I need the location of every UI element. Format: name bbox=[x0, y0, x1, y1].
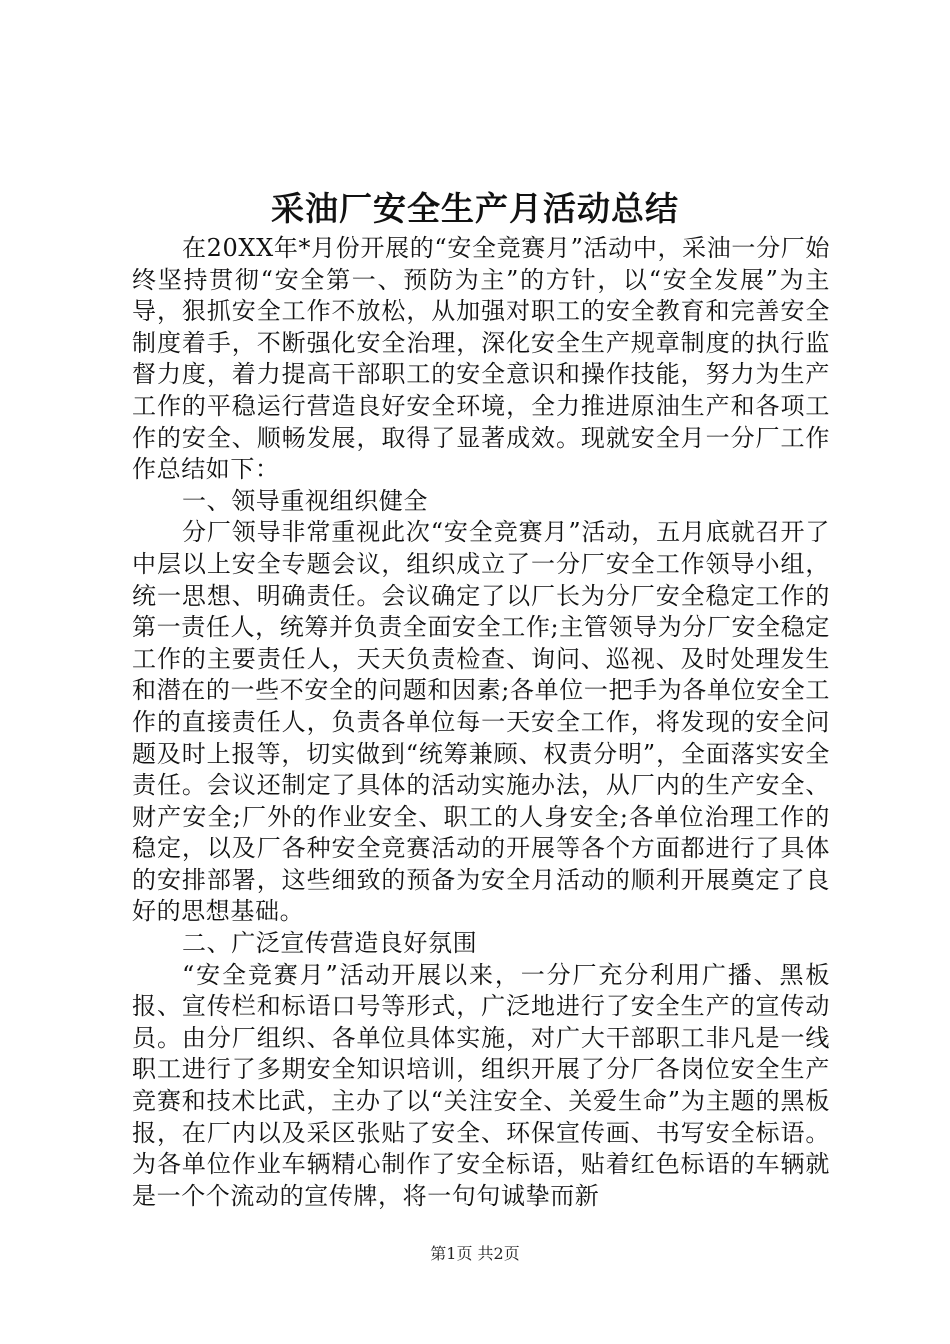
document-title: 采油厂安全生产月活动总结 bbox=[271, 189, 679, 228]
section-2-paragraph: “安全竞赛月”活动开展以来，一分厂充分利用广播、黑板报、宣传栏和标语口号等形式，广泛地进行了安全生产的宣传动员。由分厂组织、各单位具体实施，对广大干部职工非凡是一线职工进行了多期安全知识培训，组织开展了分厂各岗位安全生产竞赛和技术比武，主办了以“关注安全、关爱生命”为主题的黑板报，在厂内以及采区张贴了安全、环保宣传画、书写安全标语。为各单位作业车辆精心制作了安全标语，贴着红色标语的车辆就是一个个流动的宣传牌，将一句句诚挚而新 bbox=[132, 960, 830, 1210]
section-heading-1: 一、领导重视组织健全 bbox=[182, 486, 428, 515]
page-number-footer: 第1页 共2页 bbox=[430, 1244, 520, 1263]
section-heading-2: 二、广泛宣传营造良好氛围 bbox=[182, 929, 478, 958]
document-body bbox=[132, 233, 830, 1212]
intro-paragraph: 在20XX年*月份开展的“安全竞赛月”活动中，采油一分厂始终坚持贯彻“安全第一、预防为主”的方针，以“安全发展”为主导，狠抓安全工作不放松，从加强对职工的安全教育和完善安全制度着手，不断强化安全治理，深化安全生产规章制度的执行监督力度，着力提高干部职工的安全意识和操作技能，努力为生产工作的平稳运行营造良好安全环境，全力推进原油生产和各项工作的安全、顺畅发展，取得了显著成效。现就安全月一分厂工作作总结如下： bbox=[132, 234, 830, 484]
section-1-paragraph: 分厂领导非常重视此次“安全竞赛月”活动，五月底就召开了中层以上安全专题会议，组织成立了一分厂安全工作领导小组，统一思想、明确责任。会议确定了以厂长为分厂安全稳定工作的第一责任人，统筹并负责全面安全工作;主管领导为分厂安全稳定工作的主要责任人，天天负责检查、询问、巡视、及时处理发生和潜在的一些不安全的问题和因素;各单位一把手为各单位安全工作的直接责任人，负责各单位每一天安全工作，将发现的安全问题及时上报等，切实做到“统筹兼顾、权责分明”，全面落实安全责任。会议还制定了具体的活动实施办法，从厂内的生产安全、财产安全;厂外的作业安全、职工的人身安全;各单位治理工作的稳定，以及厂各种安全竞赛活动的开展等各个方面都进行了具体的安排部署，这些细致的预备为安全月活动的顺利开展奠定了良好的思想基础。 bbox=[132, 518, 830, 926]
